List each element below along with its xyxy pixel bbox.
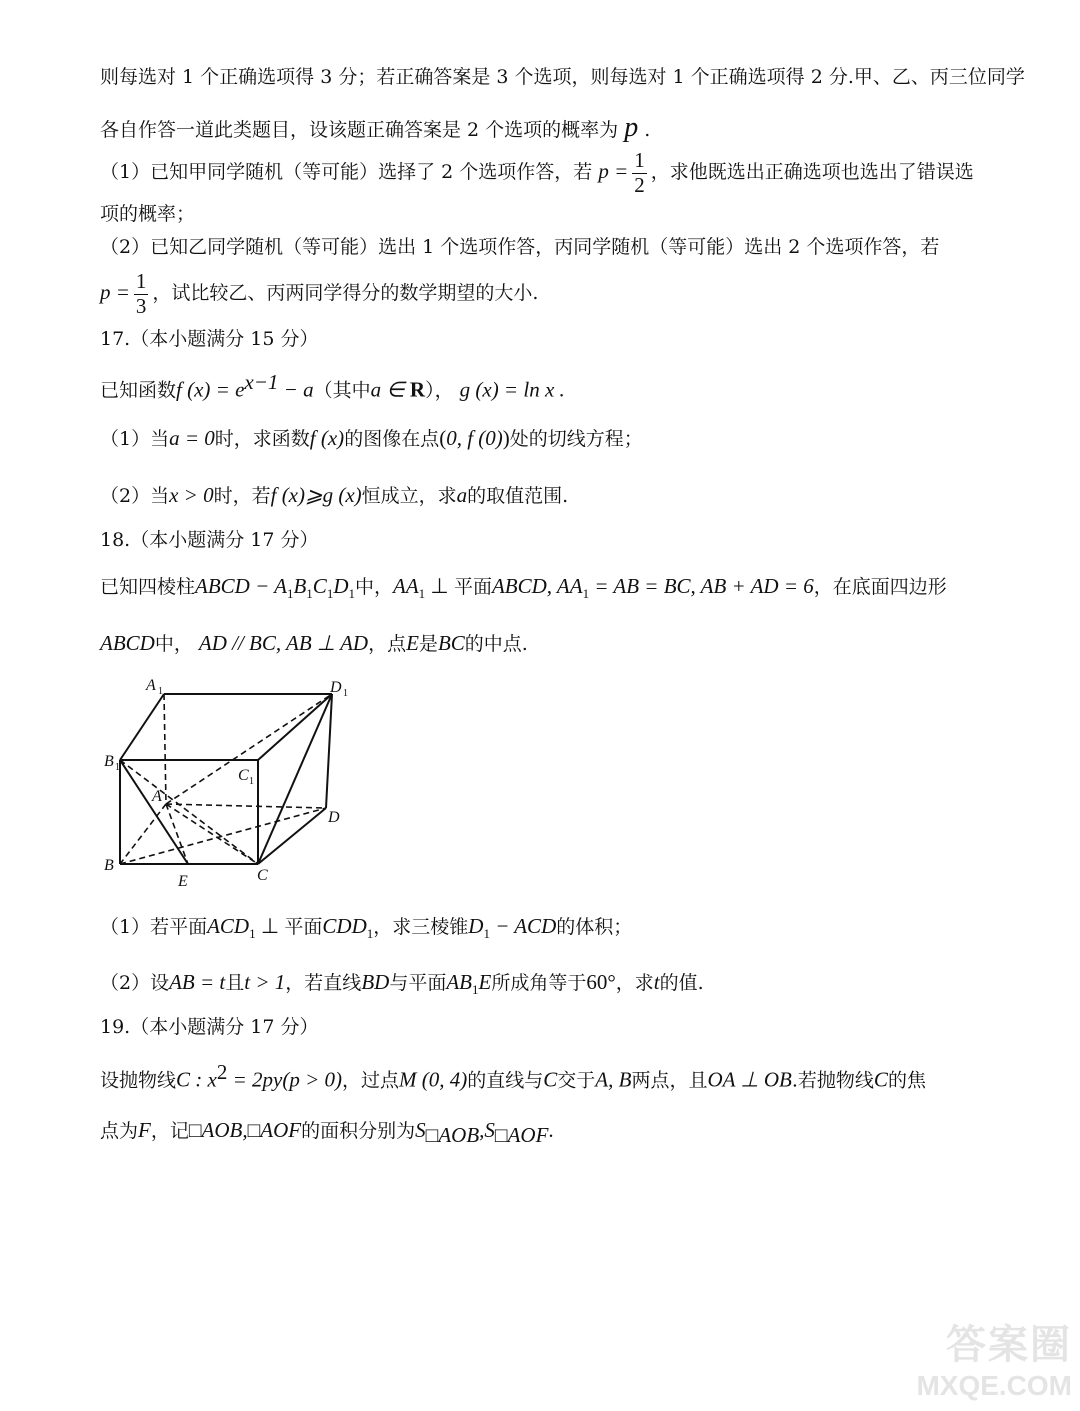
text-line: 项的概率； bbox=[100, 203, 196, 225]
label-d: D bbox=[328, 809, 340, 826]
label-b: B bbox=[104, 857, 114, 874]
text-line: 点为F，记□AOB,□AOF的面积分别为$S_{□AOB},S_{□AOF}$. bbox=[100, 1118, 554, 1147]
text-line: ABCD中， AD // BC, AB ⊥ AD，点E是BC的中点. bbox=[100, 631, 528, 655]
text-line: 各自作答一道此类题目，设该题正确答案是 2 个选项的概率为 p . bbox=[100, 112, 651, 143]
label-e: E bbox=[178, 873, 188, 890]
text-line: 设抛物线C : $x^2 = 2py(p > 0)$，过点M (0, 4)的直线与C交于A, B两点，且OA ⊥ OB.若抛物线C的焦 bbox=[100, 1060, 926, 1092]
question-header: 18.（本小题满分 17 分） bbox=[100, 529, 319, 551]
prism-figure bbox=[100, 676, 360, 896]
label-c: C bbox=[257, 867, 268, 884]
question-header: 19.（本小题满分 17 分） bbox=[100, 1016, 319, 1038]
fraction: $\frac{1}{2}$ bbox=[634, 148, 645, 197]
label-d1: D bbox=[330, 679, 342, 696]
label-a1: A bbox=[146, 677, 156, 694]
text-line: （1）当a = 0时，求函数f (x)的图像在点(0, f (0))处的切线方程； bbox=[100, 426, 643, 450]
text-line: （2）当x > 0时，若f (x)⩾g (x)恒成立，求a的取值范围. bbox=[100, 483, 569, 507]
text-line: （2）设AB = t且t > 1，若直线BD与平面$AB_1E$所成角等于60°，求t的值. bbox=[100, 970, 704, 997]
svg-text:1: 1 bbox=[343, 688, 348, 699]
text-line: 则每选对 1 个正确选项得 3 分；若正确答案是 3 个选项，则每选对 1 个正确选项得 2 分.甲、乙、丙三位同学 bbox=[100, 66, 1025, 88]
text-line: 已知四棱柱ABCD − $A_1B_1C_1D_1$中，$AA_1$ ⊥ 平面ABCD, $AA_1$ = AB = BC, AB + AD = 6，在底面四边形 bbox=[100, 574, 947, 601]
text-line: 已知函数f $(x) = e^{x-1} - a$（其中a ∈ R）， g (x) = ln x . bbox=[100, 370, 565, 402]
label-c1: C bbox=[238, 767, 249, 784]
watermark-logo: 答案圈 MXQE.COM bbox=[916, 1322, 1072, 1401]
text-line: （2）已知乙同学随机（等可能）选出 1 个选项作答，丙同学随机（等可能）选出 2 个选项作答，若 bbox=[100, 236, 940, 258]
label-a: A bbox=[152, 788, 162, 805]
svg-text:1: 1 bbox=[158, 686, 163, 697]
label-b1: B bbox=[104, 753, 114, 770]
question-header: 17.（本小题满分 15 分） bbox=[100, 328, 319, 350]
svg-text:1: 1 bbox=[115, 762, 120, 773]
text-line: p = $\frac{1}{3}$ ，试比较乙、丙两同学得分的数学期望的大小. bbox=[100, 269, 539, 318]
svg-text:1: 1 bbox=[249, 776, 254, 787]
text-line: （1）已知甲同学随机（等可能）选择了 2 个选项作答，若 p = $\frac{1}{2}$ ，求他既选出正确选项也选出了错误选 bbox=[100, 148, 974, 197]
text-line: （1）若平面$ACD_1$ ⊥ 平面$CDD_1$，求三棱锥$D_1$ − ACD的体积； bbox=[100, 914, 633, 941]
fraction: $\frac{1}{3}$ bbox=[135, 269, 147, 318]
